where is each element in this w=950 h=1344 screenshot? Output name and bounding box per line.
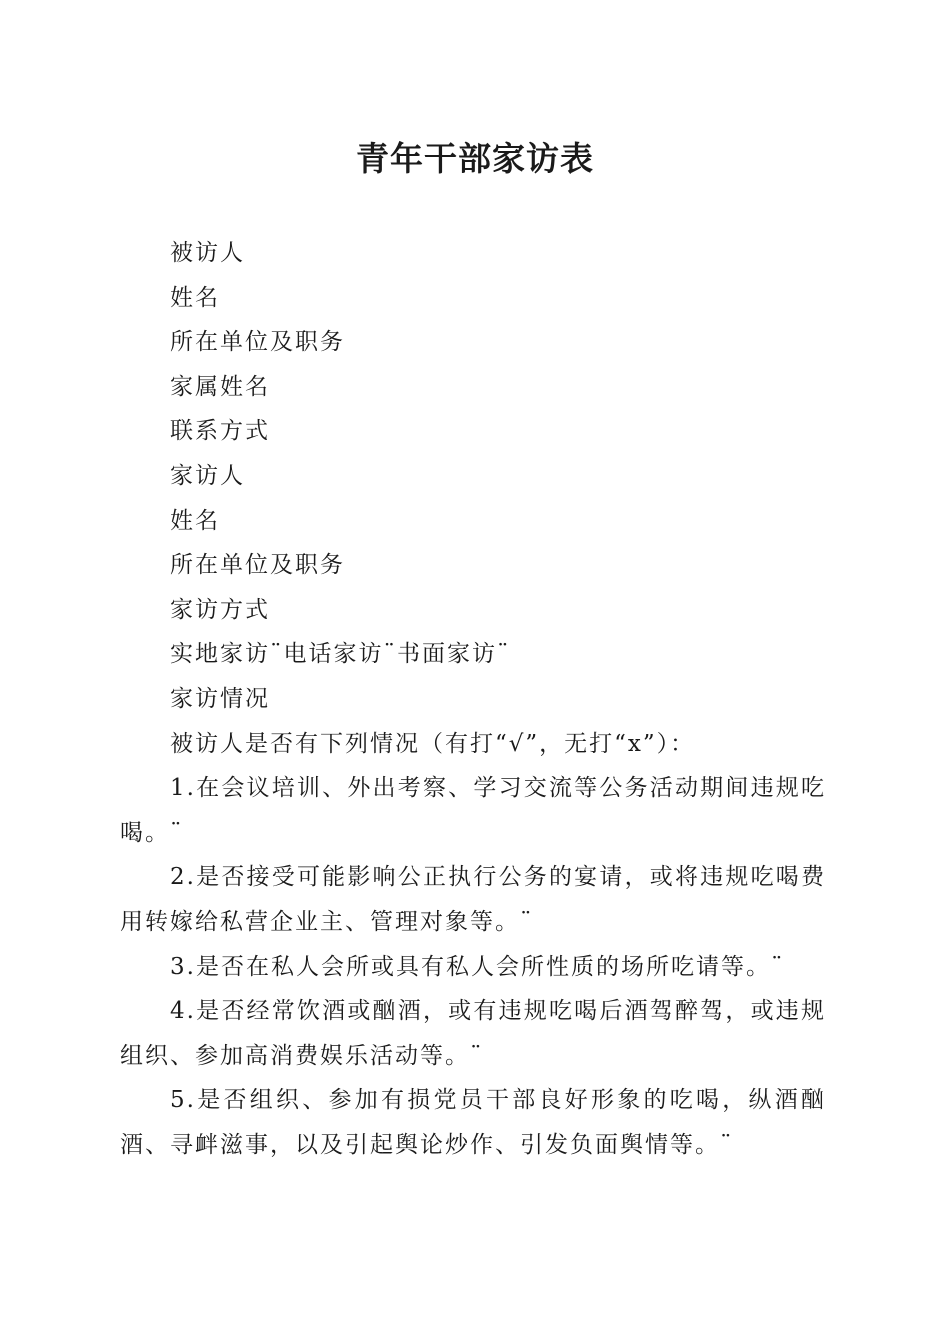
document-body [120,231,826,1167]
checklist-item: 2.是否接受可能影响公正执行公务的宴请，或将违规吃喝费用转嫁给私营企业主、管理对象等。¨ [120,864,826,935]
checklist-item: 5.是否组织、参加有损党员干部良好形象的吃喝，纵酒酗酒、寻衅滋事，以及引起舆论炒作、引发负面舆情等。¨ [120,1087,826,1158]
checklist-item: 3.是否在私人会所或具有私人会所性质的场所吃请等。¨ [170,953,785,980]
label-interviewee-name: 姓名 [170,284,220,311]
label-interviewee-unit-position: 所在单位及职务 [170,329,345,356]
label-visitor-unit-position: 所在单位及职务 [170,552,345,579]
label-visitor: 家访人 [170,462,245,489]
label-visitor-name: 姓名 [170,507,220,534]
label-interviewee: 被访人 [170,240,245,266]
label-contact-info: 联系方式 [170,418,270,445]
checklist-item: 1.在会议培训、外出考察、学习交流等公务活动期间违规吃喝。¨ [120,775,826,846]
label-visit-method: 家访方式 [170,596,270,623]
checklist-item: 4.是否经常饮酒或酗酒，或有违规吃喝后酒驾醉驾，或违规组织、参加高消费娱乐活动等。¨ [120,998,826,1069]
label-visit-situation: 家访情况 [170,685,270,712]
visit-method-options: 实地家访¨电话家访¨书面家访¨ [170,641,511,668]
label-family-member-name: 家属姓名 [170,373,270,400]
checklist-instruction: 被访人是否有下列情况（有打“√”，无打“x”）： [170,730,696,757]
document-title: 青年干部家访表 [356,139,594,178]
